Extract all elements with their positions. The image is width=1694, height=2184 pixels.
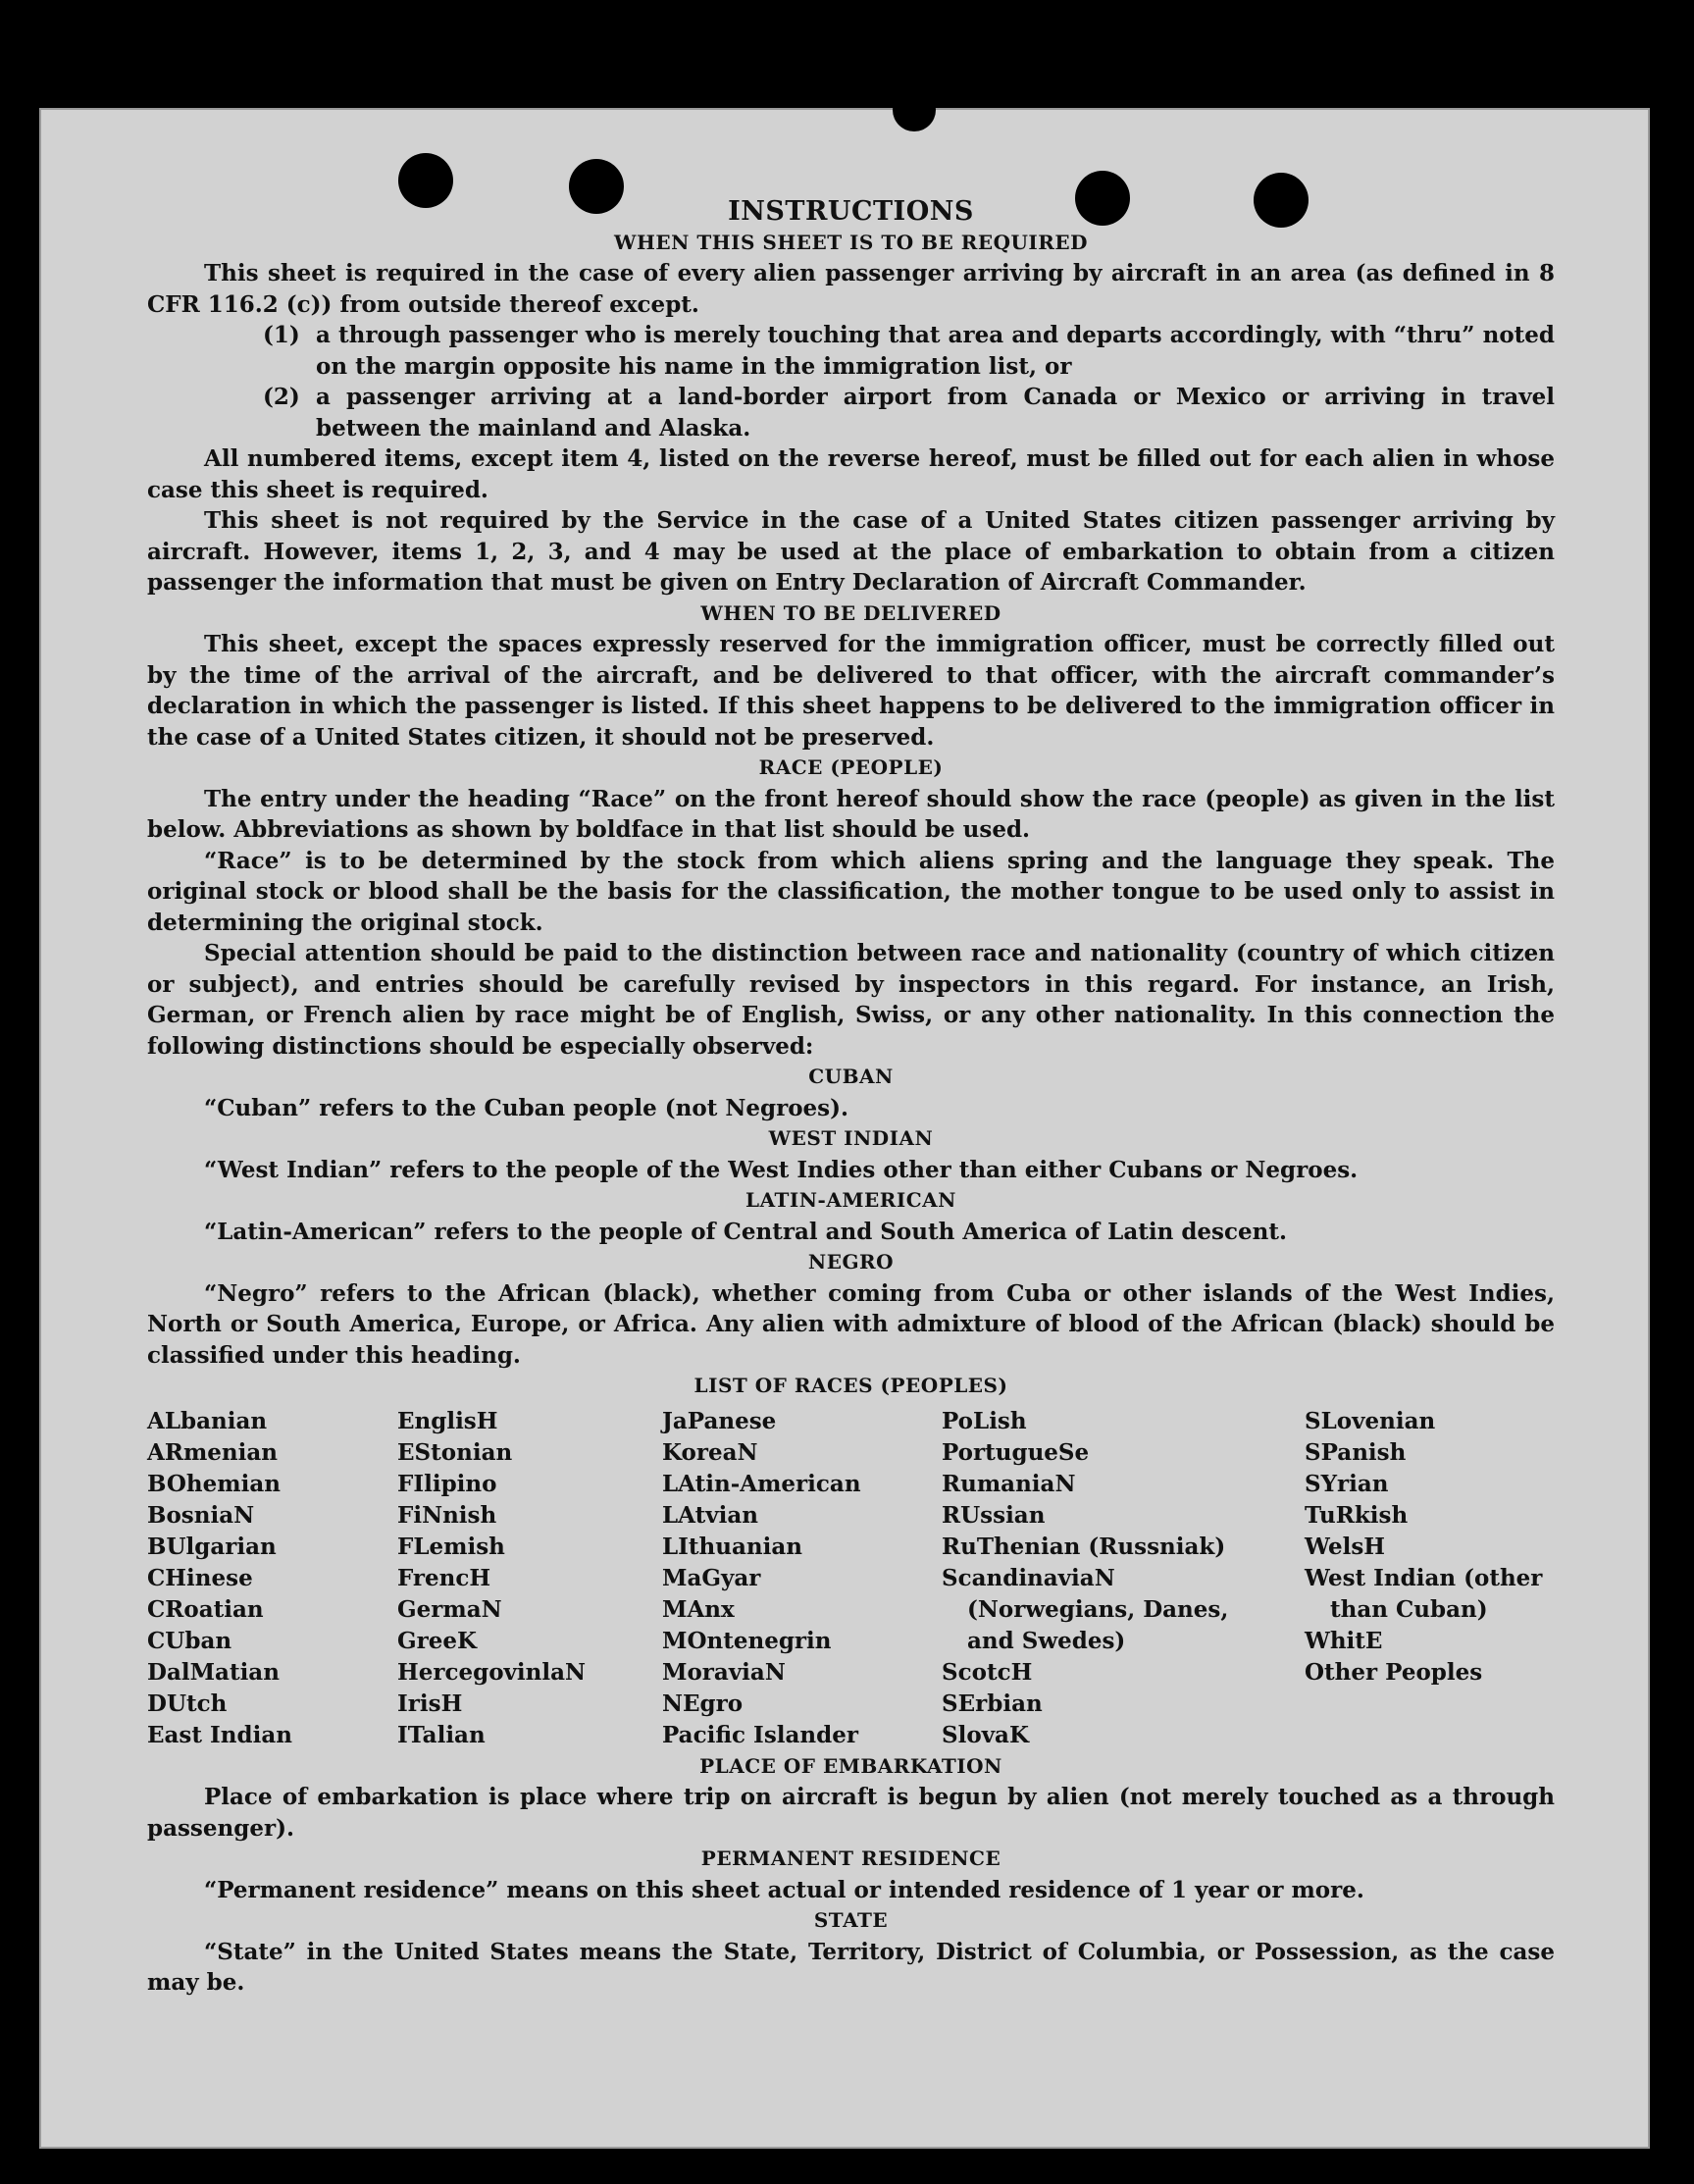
section-heading: CUBAN — [808, 1065, 894, 1088]
race-entry: Other Peoples — [1305, 1658, 1483, 1686]
section-heading: WHEN TO BE DELIVERED — [700, 600, 1001, 625]
race-entry: FIlipino — [397, 1470, 497, 1497]
section-heading: PERMANENT RESIDENCE — [700, 1846, 1001, 1870]
race-entry: LAtvian — [662, 1501, 758, 1529]
race-entry: SErbian — [942, 1690, 1043, 1717]
paragraph: “Latin-American” refers to the people of Central and South America of Latin descent. — [204, 1218, 1287, 1245]
race-entry: EnglisH — [397, 1407, 498, 1434]
paragraph: Place of embarkation is place where trip on aircraft is begun by alien (not merely touched as a through passenger). — [147, 1784, 1555, 1842]
paragraph: All numbered items, except item 4, listed on the reverse hereof, must be filled out for each alien in whose case this sheet is required. — [147, 445, 1555, 503]
race-entry: BosniaN — [147, 1501, 255, 1529]
race-column — [147, 1406, 397, 1751]
race-entry: BOhemian — [147, 1470, 281, 1497]
list-item — [263, 382, 1555, 443]
race-entry: IrisH — [397, 1690, 463, 1717]
race-entry: SlovaK — [942, 1721, 1029, 1748]
race-entry: JaPanese — [662, 1407, 777, 1434]
document-sheet — [39, 108, 1650, 2149]
race-entry: FiNnish — [397, 1501, 497, 1529]
race-entry: PortugueSe — [942, 1438, 1090, 1466]
race-entry: LAtin-American — [662, 1470, 861, 1497]
race-column — [662, 1406, 942, 1751]
race-entry: MOntenegrin — [662, 1627, 832, 1654]
race-entry: ScotcH — [942, 1658, 1033, 1686]
race-entry: TuRkish — [1305, 1501, 1409, 1529]
race-column — [1305, 1406, 1555, 1751]
race-entry: KoreaN — [662, 1438, 758, 1466]
section-heading: STATE — [813, 1908, 889, 1932]
race-list — [147, 1406, 1555, 1751]
race-entry: MoraviaN — [662, 1658, 786, 1686]
race-entry: EStonian — [397, 1438, 513, 1466]
race-entry: PoLish — [942, 1407, 1027, 1434]
race-entry: RuThenian (Russniak) — [942, 1533, 1226, 1560]
race-entry: SLovenian — [1305, 1407, 1436, 1434]
race-entry: WelsH — [1305, 1533, 1386, 1560]
section-heading: WEST INDIAN — [768, 1126, 934, 1150]
paragraph: “West Indian” refers to the people of the West Indies other than either Cubans or Negroes. — [204, 1156, 1359, 1183]
paragraph: “Permanent residence” means on this sheet actual or intended residence of 1 year or more. — [204, 1876, 1364, 1903]
section-heading: LATIN-AMERICAN — [745, 1188, 956, 1212]
race-column — [942, 1406, 1305, 1751]
race-entry: RumaniaN — [942, 1470, 1076, 1497]
race-entry: GreeK — [397, 1627, 478, 1654]
paragraph: “Negro” refers to the African (black), whether coming from Cuba or other islands of the West Indies, North or South America, Europe, or Africa. Any alien with admixture of blood of the African (black) should be classified under this heading. — [147, 1279, 1555, 1369]
race-entry: HercegovinlaN — [397, 1658, 587, 1686]
race-entry: MaGyar — [662, 1564, 761, 1591]
section-heading: RACE (PEOPLE) — [758, 755, 944, 779]
section-heading: PLACE OF EMBARKATION — [699, 1753, 1002, 1778]
race-entry: WhitE — [1305, 1627, 1383, 1654]
item-number: (2) — [263, 384, 300, 410]
paragraph: “Race” is to be determined by the stock from which aliens spring and the language they speak. The original stock or blood shall be the basis for the classification, the mother tongue to be used only to assist in determining the original stock. — [147, 847, 1555, 936]
paragraph: Special attention should be paid to the distinction between race and nationality (country of which citizen or subject), and entries should be carefully revised by inspectors in this regard. For instance, an Irish, German, or French alien by race might be of English, Swiss, or any other nationality. In this connection the following distinctions should be especially observed: — [147, 940, 1555, 1060]
race-entry: DUtch — [147, 1690, 228, 1717]
paragraph: This sheet is required in the case of every alien passenger arriving by aircraft in an area (as defined in 8 CFR 116.2 (c)) from outside thereof except. — [147, 260, 1555, 318]
item-number: (1) — [263, 322, 300, 348]
race-entry: BUlgarian — [147, 1533, 277, 1560]
race-entry: NEgro — [662, 1690, 744, 1717]
race-entry: Pacific Islander — [662, 1721, 858, 1748]
race-entry: FrencH — [397, 1564, 491, 1591]
paragraph: This sheet, except the spaces expressly reserved for the immigration officer, must be correctly filled out by the time of the arrival of the aircraft, and be delivered to that officer, with the aircraft commander’s declaration in which the passenger is listed. If this sheet happens to be delivered to the immigration officer in the case of a United States citizen, it should not be preserved. — [147, 631, 1555, 751]
race-entry: ITalian — [397, 1721, 486, 1748]
punch-hole — [893, 88, 936, 131]
race-entry: RUssian — [942, 1501, 1046, 1529]
race-entry: ALbanian — [147, 1407, 268, 1434]
race-entry: ARmenian — [147, 1438, 279, 1466]
list-item — [263, 320, 1555, 382]
section-heading: NEGRO — [807, 1250, 895, 1274]
race-entry: West Indian (other than Cuban) — [1305, 1564, 1543, 1623]
race-entry: CHinese — [147, 1564, 253, 1591]
race-column — [397, 1406, 662, 1751]
item-text: a passenger arriving at a land-border airport from Canada or Mexico or arriving in travel between the mainland and Alaska. — [316, 384, 1555, 442]
race-entry: SPanish — [1305, 1438, 1407, 1466]
paragraph: “Cuban” refers to the Cuban people (not Negroes). — [204, 1094, 849, 1121]
race-entry: East Indian — [147, 1721, 292, 1748]
section-heading: LIST OF RACES (PEOPLES) — [693, 1374, 1008, 1397]
race-entry: CRoatian — [147, 1595, 264, 1623]
section-heading: WHEN THIS SHEET IS TO BE REQUIRED — [614, 230, 1088, 254]
instructions-body — [147, 190, 1555, 1999]
race-entry: CUban — [147, 1627, 232, 1654]
item-text: a through passenger who is merely touching that area and departs accordingly, with “thru” noted on the margin opposite his name in the immigration list, or — [316, 322, 1555, 380]
paragraph: This sheet is not required by the Service in the case of a United States citizen passenger arriving by aircraft. However, items 1, 2, 3, and 4 may be used at the place of embarkation to obtain from a citizen passenger the information that must be given on Entry Declaration of Aircraft Commander. — [147, 507, 1555, 596]
race-entry: GermaN — [397, 1595, 502, 1623]
paragraph: The entry under the heading “Race” on the front hereof should show the race (people) as given in the list below. Abbreviations as shown by boldface in that list should be used. — [147, 785, 1555, 843]
race-entry: FLemish — [397, 1533, 505, 1560]
race-entry: SYrian — [1305, 1470, 1389, 1497]
paragraph: “State” in the United States means the State, Territory, District of Columbia, or Possession, as the case may be. — [147, 1938, 1555, 1996]
race-entry: DalMatian — [147, 1658, 280, 1686]
race-entry: MAnx — [662, 1595, 735, 1623]
race-entry: LIthuanian — [662, 1533, 802, 1560]
race-entry: ScandinaviaN (Norwegians, Danes, and Swedes) — [942, 1564, 1229, 1654]
page-title: INSTRUCTIONS — [728, 196, 974, 227]
